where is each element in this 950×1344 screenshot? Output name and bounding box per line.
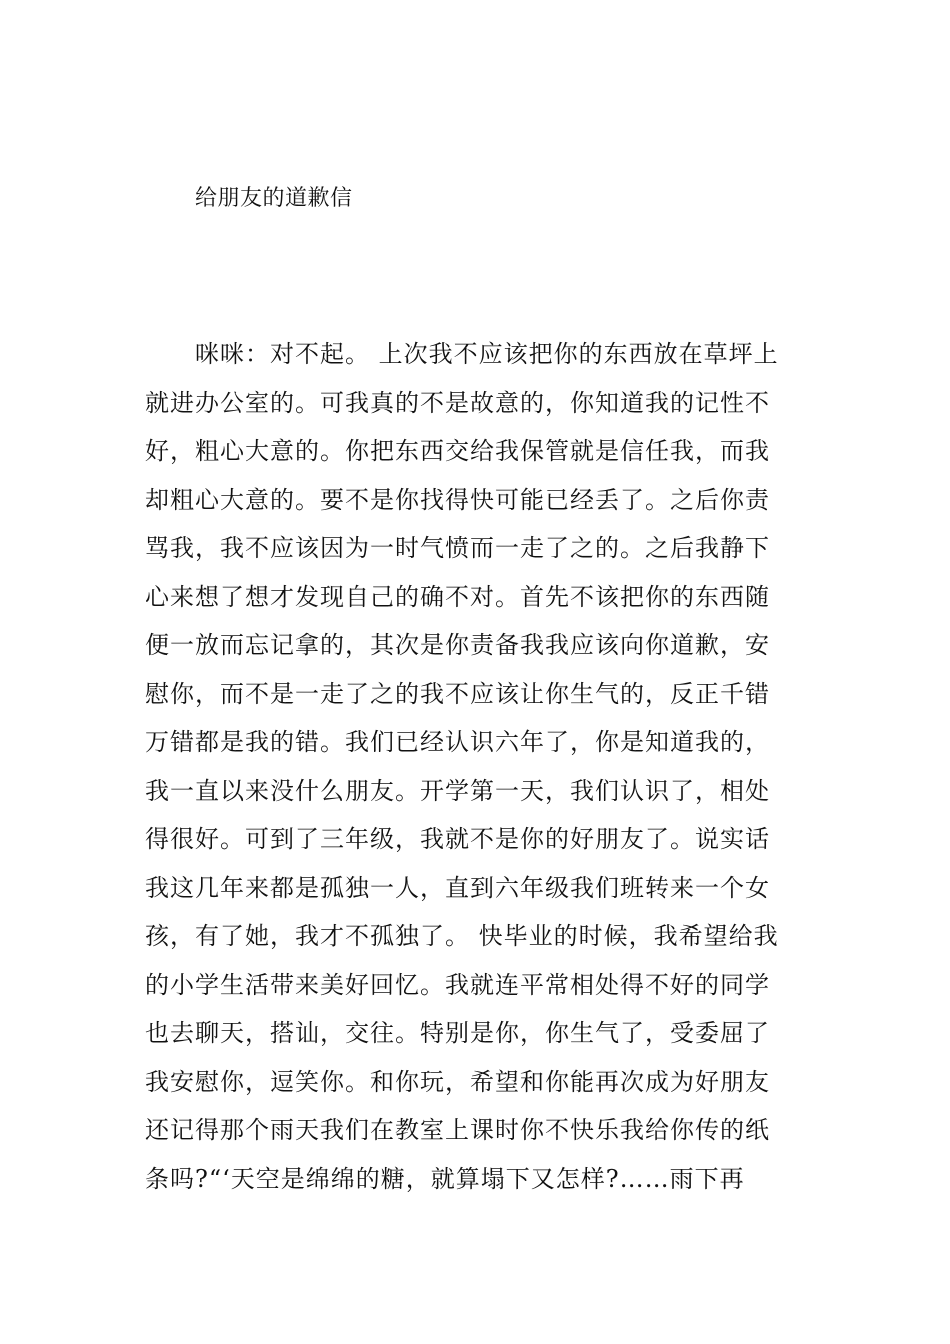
letter-body	[145, 330, 810, 1203]
document-title: 给朋友的道歉信	[195, 186, 353, 211]
body-line: 就进办公室的。可我真的不是故意的，你知道我的记性不	[145, 388, 770, 417]
body-line: 却粗心大意的。要不是你找得快可能已经丢了。之后你责	[145, 485, 770, 514]
body-line: 也去聊天，搭讪，交往。特别是你，你生气了，受委屈了	[145, 1019, 770, 1047]
body-line: 条吗?“‘天空是绵绵的糖，就算塌下又怎样?……雨下再	[145, 1164, 745, 1193]
body-line: 我安慰你，逗笑你。和你玩，希望和你能再次成为好朋友	[145, 1067, 770, 1096]
body-line: 得很好。可到了三年级，我就不是你的好朋友了。说实话	[145, 825, 770, 853]
body-line: 孩，有了她，我才不孤独了。 快毕业的时候，我希望给我	[145, 922, 779, 950]
body-line: 心来想了想才发现自己的确不对。首先不该把你的东西随	[145, 582, 770, 611]
body-line: 的小学生活带来美好回忆。我就连平常相处得不好的同学	[145, 970, 770, 999]
body-line: 便一放而忘记拿的，其次是你责备我我应该向你道歉，安	[145, 631, 770, 659]
body-line: 好，粗心大意的。你把东西交给我保管就是信任我，而我	[145, 437, 770, 465]
body-line: 慰你，而不是一走了之的我不应该让你生气的，反正千错	[145, 679, 770, 708]
body-line: 骂我，我不应该因为一时气愤而一走了之的。之后我静下	[145, 534, 770, 562]
body-line: 还记得那个雨天我们在教室上课时你不快乐我给你传的纸	[145, 1116, 770, 1144]
body-line: 咪咪：对不起。 上次我不应该把你的东西放在草坪上	[195, 340, 779, 368]
body-line: 万错都是我的错。我们已经认识六年了，你是知道我的，	[145, 728, 770, 756]
body-line: 我一直以来没什么朋友。开学第一天，我们认识了，相处	[145, 776, 770, 805]
body-line: 我这几年来都是孤独一人，直到六年级我们班转来一个女	[145, 873, 770, 902]
